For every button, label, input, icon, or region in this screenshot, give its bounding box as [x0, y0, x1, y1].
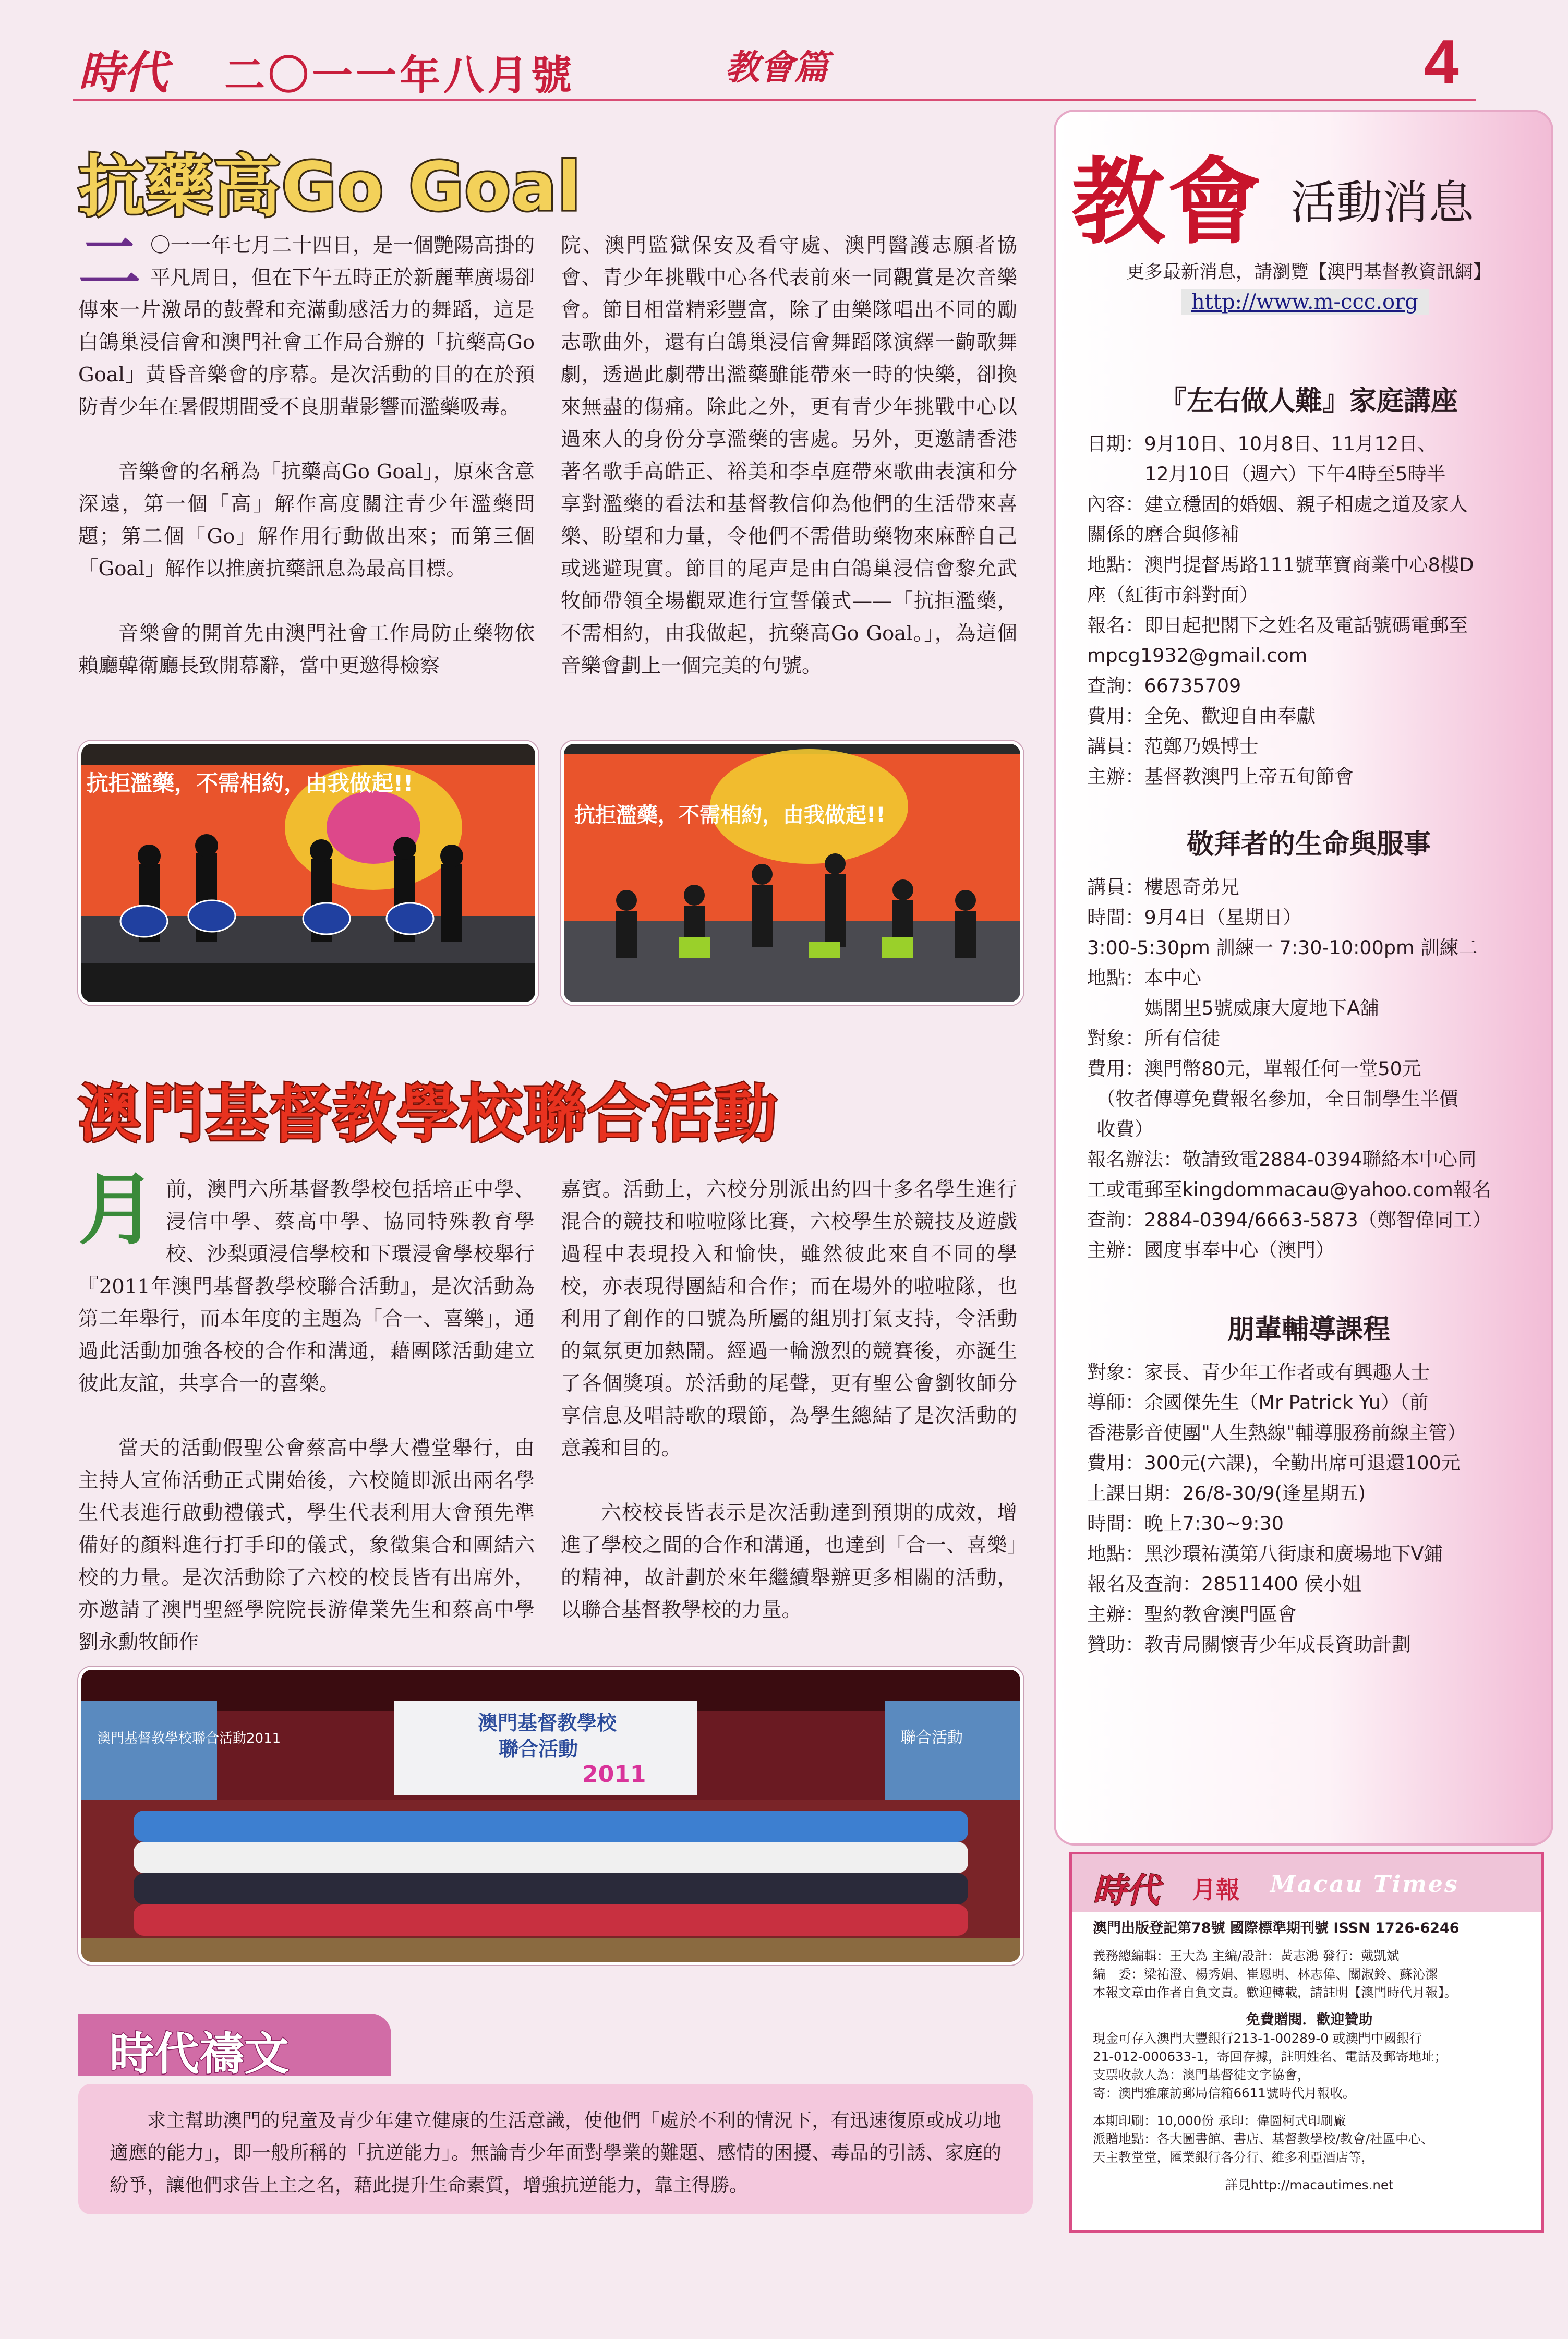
- masthead-donate-1: 現金可存入澳門大豐銀行213-1-00289-0 或澳門中國銀行: [1093, 2031, 1422, 2046]
- event-detail-line: 查詢：66735709: [1087, 674, 1241, 697]
- banner-title: 澳門基督教學校: [478, 1711, 617, 1734]
- prayer-title: 時代禱文: [110, 2028, 289, 2080]
- article1-dropcap: 二: [78, 226, 141, 299]
- group-photo-illustration: [81, 1670, 1020, 1962]
- article1-column-1: [78, 226, 535, 715]
- header-brand: 時代: [78, 46, 168, 99]
- event-title: 『左右做人難』家庭講座: [1159, 385, 1458, 417]
- event-detail-line: 講員：范鄭乃娛博士: [1087, 735, 1259, 757]
- event-detail-line: 地點：澳門提督馬路111號華寶商業中心8樓D: [1087, 553, 1474, 576]
- masthead-banner: [1072, 1854, 1541, 1912]
- event-detail-line: 地點：本中心: [1087, 967, 1201, 989]
- event-peer-counselling: [1087, 1311, 1530, 1660]
- event-detail-line: 收費）: [1096, 1118, 1154, 1140]
- header-divider: [73, 99, 1476, 101]
- photo-group: [78, 1667, 1023, 1965]
- panel-more-info: 更多最新消息，請瀏覽【澳門基督教資訊網】: [1126, 262, 1491, 283]
- event-detail-line: 費用：300元(六課)，全勤出席可退還100元: [1087, 1452, 1461, 1474]
- article1-para-3: 音樂會的開首先由澳門社會工作局防止藥物依賴廳韓衛廳長致開幕辭，當中更邀得檢察: [78, 622, 535, 678]
- event-detail-line: 座（紅街市斜對面）: [1087, 584, 1259, 606]
- masthead-website[interactable]: 詳見http://macautimes.net: [1225, 2177, 1394, 2192]
- masthead-donate-2: 21-012-000633-1，寄回存據，註明姓名、電話及郵寄地址；: [1093, 2049, 1448, 2064]
- dance-drama-illustration: [564, 744, 1020, 1002]
- article2-dropcap: 月: [78, 1164, 157, 1256]
- masthead-donate-4: 寄：澳門雅廉訪郵局信箱6611號時代月報收。: [1093, 2085, 1356, 2101]
- event-detail-line: 香港影音使團"人生熱線"輔導服務前線主管）: [1087, 1421, 1467, 1444]
- article2-column-2: [561, 1174, 1017, 1659]
- panel-url-link[interactable]: http://www.m-ccc.org: [1181, 289, 1429, 315]
- masthead-donate-3: 支票收款人為：澳門基督徒文字協會，: [1093, 2067, 1310, 2082]
- masthead-disclaimer: 本報文章由作者自負文責。歡迎轉載，請註明【澳門時代月報】。: [1093, 1985, 1457, 2000]
- masthead-dist-1: 派贈地點：各大圖書館、書店、基督教學校/教會/社區中心、: [1093, 2131, 1434, 2147]
- event-detail-line: 地點：黑沙環祐漢第八街康和廣場地下V鋪: [1087, 1542, 1443, 1565]
- event-detail-line: 主辦：國度事奉中心（澳門）: [1087, 1239, 1335, 1261]
- article1-column-2: [561, 230, 1017, 715]
- event-detail-line: 日期：9月10日、10月8日、11月12日、: [1087, 432, 1437, 455]
- masthead-brand: 時代: [1093, 1871, 1160, 1910]
- article2-column-1: [78, 1164, 535, 1691]
- event-detail-line: 講員：樓恩奇弟兄: [1087, 876, 1239, 898]
- article1-para-1: 〇一一年七月二十四日，是一個艷陽高掛的平凡周日，但在下午五時正於新麗華廣場卻傳來一片激昂的鼓聲和充滿動感活力的舞蹈，這是白鴿巢浸信會和澳門社會工作局合辦的「抗藥高Go Goal」黃昏音樂會的序幕。是次活動的目的在於預防青少年在暑假期間受不良朋輩影響而濫藥吸毒。: [78, 234, 535, 419]
- photo-drum-band: [78, 741, 538, 1005]
- event-detail-line: 關係的磨合與修補: [1087, 523, 1239, 546]
- side-banner-right: 聯合活動: [900, 1729, 963, 1747]
- event-detail-line: 12月10日（週六）下午4時至5時半: [1144, 463, 1446, 485]
- masthead-staff-1: 義務總編輯：王大為 主編/設計：黃志鴻 發行：戴凱斌: [1093, 1948, 1400, 1963]
- page-header: [0, 0, 1568, 104]
- article2-para-2: 當天的活動假聖公會蔡高中學大禮堂舉行，由主持人宣佈活動正式開始後，六校隨即派出兩名學生代表進行啟動禮儀式，學生代表利用大會預先準備好的顏料進行打手印的儀式，象徵集合和團結六校的力量。是次活動除了六校的校長皆有出席外，亦邀請了澳門聖經學院院長游偉業先生和蔡高中學劉永勳牧師作: [78, 1437, 535, 1654]
- event-detail-line: mpcg1932@gmail.com: [1087, 644, 1308, 667]
- banner-slogan-2: 抗拒濫藥，不需相約，由我做起!!: [574, 803, 886, 827]
- event-worshipper-life: [1087, 826, 1530, 1265]
- event-detail-line: 報名辦法：敬請致電2884-0394聯絡本中心同: [1087, 1148, 1477, 1171]
- banner-subtitle: 聯合活動: [499, 1738, 578, 1761]
- masthead-box: [1069, 1852, 1544, 2233]
- event-title: 敬拜者的生命與服事: [1186, 829, 1431, 860]
- event-detail-line: （牧者傳導免費報名參加，全日制學生半價: [1096, 1088, 1458, 1110]
- article1-para-2: 音樂會的名稱為「抗藥高Go Goal」，原來含意深遠，第一個「高」解作高度關注青少年濫藥問題；第二個「Go」解作用行動做出來；而第三個「Goal」解作以推廣抗藥訊息為最高目標。: [78, 460, 535, 581]
- event-detail-line: 工或電郵至kingdommacau@yahoo.com報名: [1087, 1178, 1491, 1201]
- masthead-print: 本期印刷：10,000份 承印：偉圖柯式印刷廠: [1093, 2113, 1346, 2128]
- header-section: 教會篇: [725, 47, 828, 88]
- event-detail-line: 時間：晚上7:30~9:30: [1087, 1512, 1284, 1535]
- event-detail-line: 對象：所有信徒: [1087, 1027, 1221, 1050]
- event-detail-line: 對象：家長、青少年工作者或有興趣人士: [1087, 1361, 1430, 1383]
- event-detail-line: 費用：澳門幣80元，單報任何一堂50元: [1087, 1057, 1421, 1080]
- prayer-box: [78, 2084, 1033, 2214]
- header-issue: 二〇一一年八月號: [224, 52, 575, 99]
- masthead-body: [1093, 1919, 1526, 2194]
- event-detail-line: 查詢：2884-0394/6663-5873（鄭智偉同工）: [1087, 1209, 1492, 1231]
- photo-dance-drama: [561, 741, 1023, 1005]
- masthead-yuebao: 月報: [1192, 1876, 1240, 1904]
- event-detail-line: 內容：建立穩固的婚姻、親子相處之道及家人: [1087, 493, 1468, 515]
- side-banner-left: 澳門基督教學校聯合活動2011: [97, 1731, 281, 1746]
- event-detail-line: 贊助：教青局關懷青少年成長資助計劃: [1087, 1633, 1411, 1656]
- event-detail-line: 時間：9月4日（星期日）: [1087, 906, 1302, 929]
- event-detail-line: 報名：即日起把閣下之姓名及電話號碼電郵至: [1087, 614, 1468, 636]
- event-detail-line: 主辦：聖約教會澳門區會: [1087, 1603, 1297, 1625]
- church-events-panel: [1054, 110, 1553, 1846]
- masthead-donate-title: 免費贈閱．歡迎贊助: [1246, 2012, 1373, 2028]
- masthead-staff-2: 編 委：梁祐澄、楊秀娟、崔恩明、林志偉、關淑鈴、蘇沁潔: [1093, 1967, 1438, 1982]
- event-detail-line: 導師：余國傑先生（Mr Patrick Yu）（前: [1087, 1391, 1429, 1414]
- drum-band-illustration: [81, 744, 535, 1002]
- article2-para-4: 六校校長皆表示是次活動達到預期的成效，增進了學校之間的合作和溝通，也達到「合一、喜樂」的精神，故計劃於來年繼續舉辦更多相關的活動，以聯合基督教學校的力量。: [561, 1501, 1017, 1622]
- panel-heading-small: 活動消息: [1290, 176, 1475, 230]
- event-detail-line: 上課日期：26/8-30/9(逢星期五): [1087, 1482, 1366, 1504]
- page-number: 4: [1424, 27, 1459, 97]
- event-title: 朋輩輔導課程: [1227, 1314, 1390, 1345]
- banner-year: 2011: [582, 1761, 646, 1788]
- masthead-registration: 澳門出版登記第78號 國際標準期刊號 ISSN 1726-6246: [1093, 1920, 1460, 1936]
- masthead-dist-2: 天主教堂堂，匯業銀行各分行、維多利亞酒店等，: [1093, 2150, 1374, 2165]
- article1-para-4: 院、澳門監獄保安及看守處、澳門醫護志願者協會、青少年挑戰中心各代表前來一同觀賞是次音樂會。節目相當精彩豐富，除了由樂隊唱出不同的勵志歌曲外，還有白鴿巢浸信會舞蹈隊演繹一齣歌舞劇，透過此劇帶出濫藥雖能帶來一時的快樂，卻換來無盡的傷痛。除此之外，更有青少年挑戰中心以過來人的身份分享濫藥的害處。另外，更邀請香港著名歌手高皓正、裕美和李卓庭帶來歌曲表演和分享對濫藥的看法和基督教信仰為他們的生活帶來喜樂、盼望和力量，令他們不需借助藥物來麻醉自己或逃避現實。節目的尾声是由白鴿巢浸信會黎允武牧師帶領全場觀眾進行宣誓儀式——「抗拒濫藥，不需相約，由我做起，抗藥高Go Goal。」，為這個音樂會劃上一個完美的句號。: [561, 234, 1017, 678]
- event-detail-line: 費用：全免、歡迎自由奉獻: [1087, 705, 1316, 727]
- article1-title: 抗藥高Go Goal: [78, 148, 582, 226]
- banner-slogan-1: 抗拒濫藥，不需相約，由我做起!!: [87, 770, 414, 796]
- article2-para-3: 嘉賓。活動上，六校分別派出約四十多名學生進行混合的競技和啦啦隊比賽，六校學生於競技及遊戲過程中表現投入和愉快，雖然彼此來自不同的學校，亦表現得團結和合作；而在場外的啦啦隊，也利用了創作的口號為所屬的組別打氣支持，令活動的氣氛更加熱鬧。經過一輪激烈的競賽後，亦誕生了各個獎項。於活動的尾聲，更有聖公會劉牧師分享信息及唱詩歌的環節，為學生總結了是次活動的意義和目的。: [561, 1178, 1017, 1460]
- prayer-text: 求主幫助澳門的兒童及青少年建立健康的生活意識，使他們「處於不利的情況下，有迅速復原或成功地適應的能力」，即一般所稱的「抗逆能力」。無論青少年面對學業的難題、感情的困擾、毒品的引誘、家庭的紛爭，讓他們求告上主之名，藉此提升生命素質，增強抗逆能力，靠主得勝。: [110, 2110, 1002, 2196]
- event-detail-line: 3:00-5:30pm 訓練一 7:30-10:00pm 訓練二: [1087, 936, 1478, 959]
- event-detail-line: 報名及查詢：28511400 侯小姐: [1087, 1573, 1361, 1595]
- panel-heading-big: 教會: [1071, 147, 1264, 257]
- article2-para-1: 前，澳門六所基督教學校包括培正中學、浸信中學、蔡高中學、協同特殊教育學校、沙梨頭浸信學校和下環浸會學校舉行『2011年澳門基督教學校聯合活動』，是次活動為第二年舉行，而本年度的主題為「合一、喜樂」，通過此活動加強各校的合作和溝通，藉團隊活動建立彼此友誼，共享合一的喜樂。: [78, 1178, 535, 1395]
- event-detail-line: 媽閣里5號威康大廈地下A舖: [1144, 997, 1379, 1019]
- event-detail-line: 主辦：基督教澳門上帝五旬節會: [1087, 765, 1354, 788]
- article2-title: 澳門基督教學校聯合活動: [78, 1078, 778, 1151]
- prayer-title-tab: [78, 2014, 391, 2080]
- masthead-english: Macau Times: [1270, 1871, 1459, 1898]
- event-family-talk: [1087, 383, 1530, 792]
